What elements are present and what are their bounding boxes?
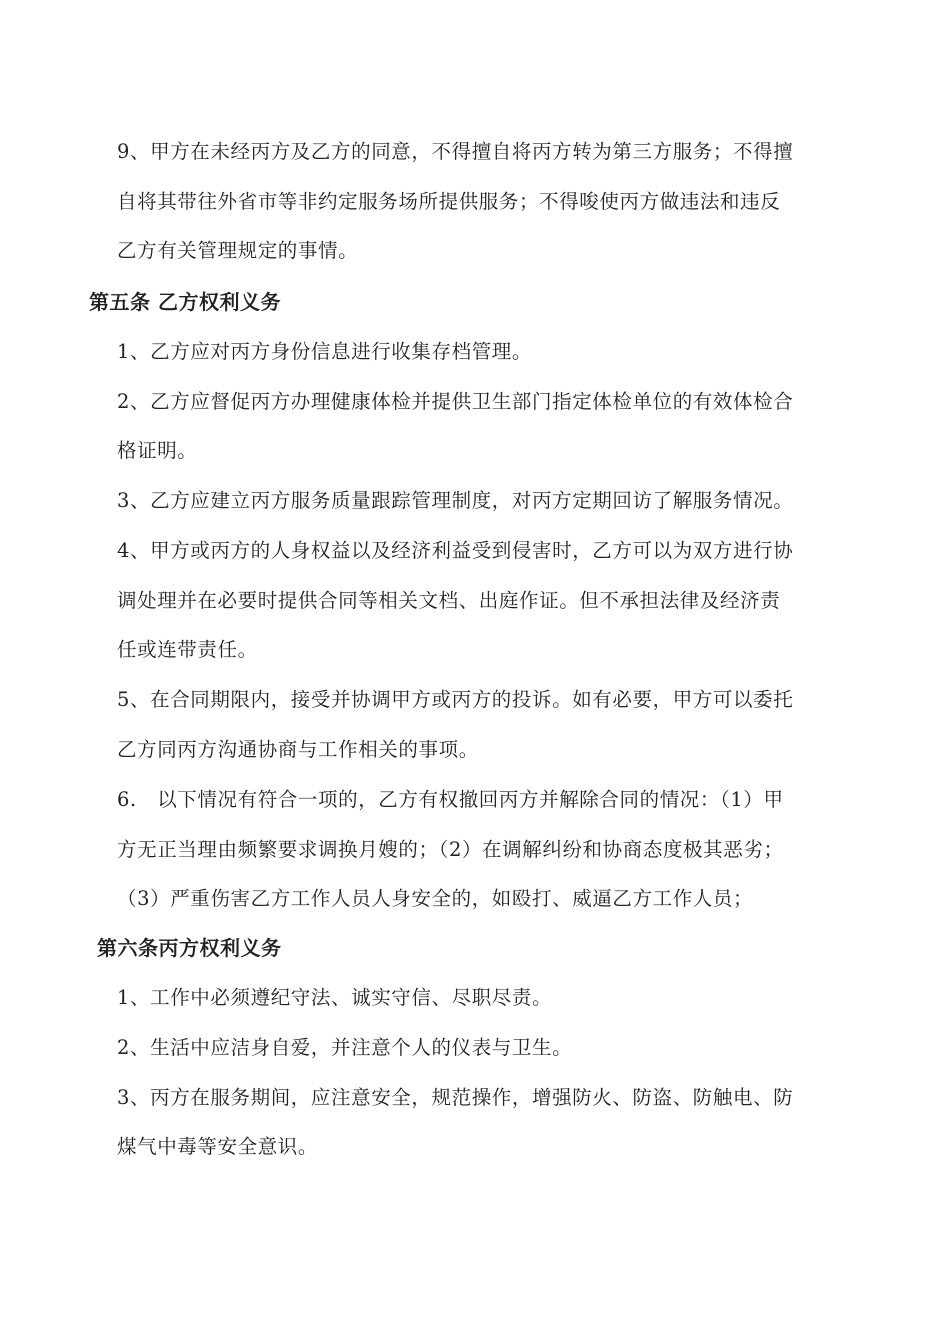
- section5-item4-line2: 调处理并在必要时提供合同等相关文档、出庭作证。但不承担法律及经济责: [117, 589, 781, 612]
- section6-item1: 1、工作中必须遵纪守法、诚实守信、尽职尽责。: [117, 986, 553, 1009]
- section5-title: 第五条 乙方权利义务: [89, 290, 281, 314]
- item9-line2: 自将其带往外省市等非约定服务场所提供服务；不得唆使丙方做违法和违反: [117, 190, 781, 213]
- section5-item6-line1: 6. 以下情况有符合一项的，乙方有权撤回丙方并解除合同的情况：（1）甲: [117, 788, 784, 811]
- section5-item6-line3: （3）严重伤害乙方工作人员人身安全的，如殴打、威逼乙方工作人员；: [117, 887, 754, 910]
- section5-item5-line1: 5、在合同期限内，接受并协调甲方或丙方的投诉。如有必要，甲方可以委托: [117, 688, 794, 711]
- section6-title: 第六条丙方权利义务: [97, 936, 282, 960]
- section5-item2-line1: 2、乙方应督促丙方办理健康体检并提供卫生部门指定体检单位的有效体检合: [117, 390, 794, 413]
- item9-line3: 乙方有关管理规定的事情。: [117, 239, 359, 262]
- section5-item4-line1: 4、甲方或丙方的人身权益以及经济利益受到侵害时，乙方可以为双方进行协: [117, 539, 794, 562]
- item9-line1: 9、甲方在未经丙方及乙方的同意，不得擅自将丙方转为第三方服务；不得擅: [117, 140, 794, 163]
- section6-item3-line1: 3、丙方在服务期间，应注意安全，规范操作，增强防火、防盗、防触电、防: [117, 1086, 794, 1109]
- section5-item2-line2: 格证明。: [117, 439, 198, 462]
- section5-item5-line2: 乙方同丙方沟通协商与工作相关的事项。: [117, 738, 479, 761]
- section5-item4-line3: 任或连带责任。: [117, 638, 258, 661]
- section6-item2: 2、生活中应洁身自爱，并注意个人的仪表与卫生。: [117, 1036, 573, 1059]
- section5-item6-line2: 方无正当理由频繁要求调换月嫂的；（2）在调解纠纷和协商态度极其恶劣；: [117, 838, 784, 861]
- section5-item3: 3、乙方应建立丙方服务质量跟踪管理制度，对丙方定期回访了解服务情况。: [117, 489, 794, 512]
- section5-item1: 1、乙方应对丙方身份信息进行收集存档管理。: [117, 340, 533, 363]
- section6-item3-line2: 煤气中毒等安全意识。: [117, 1135, 319, 1158]
